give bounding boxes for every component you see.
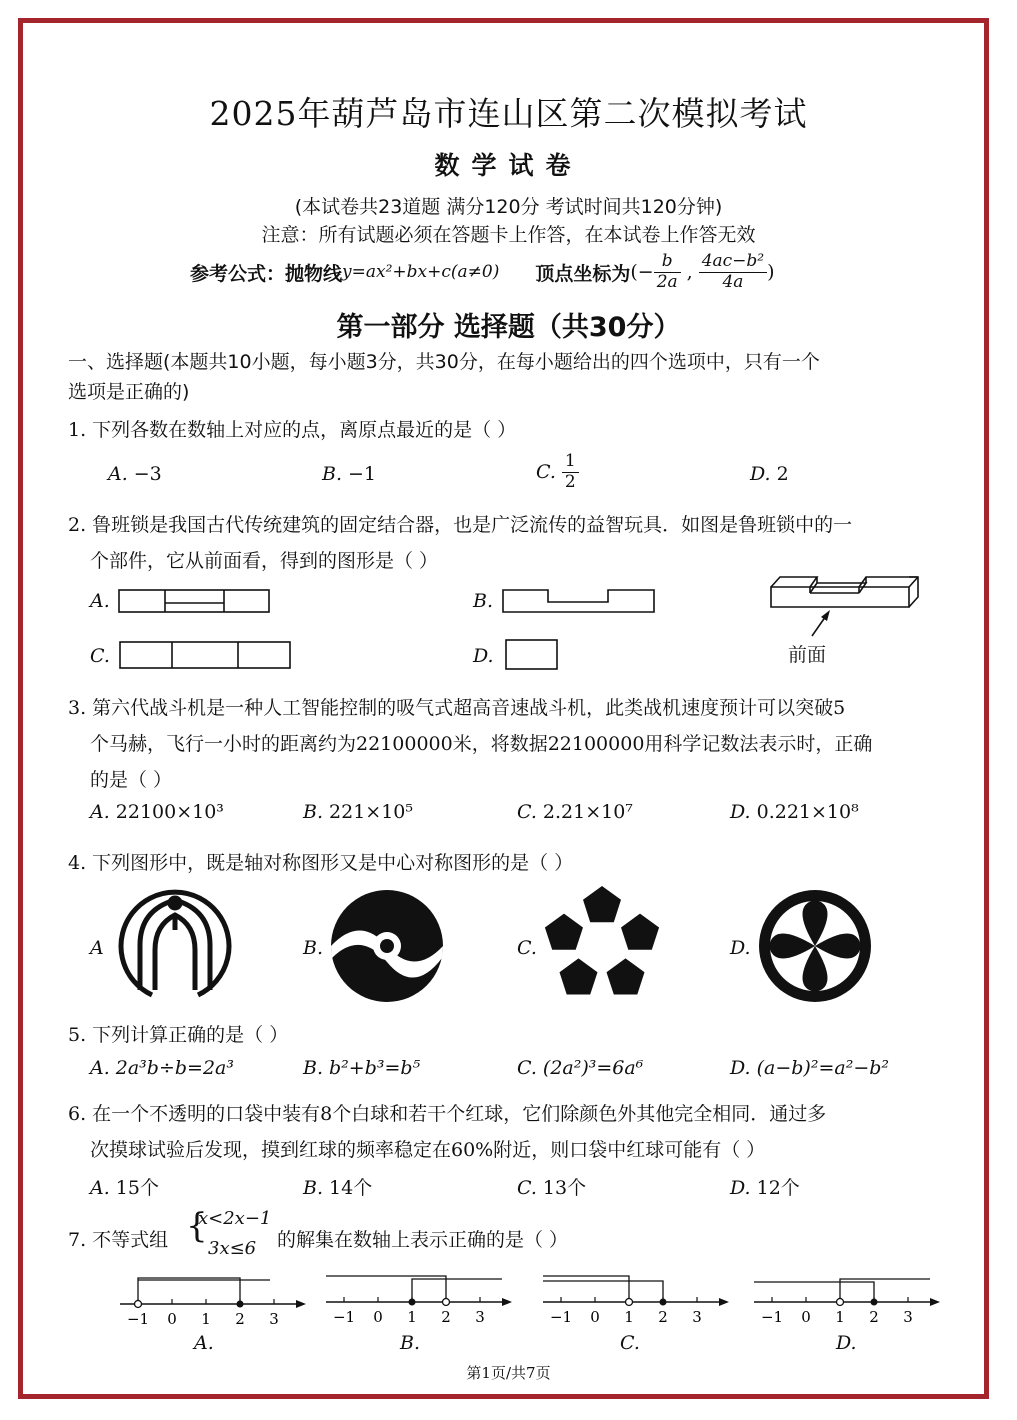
tick-label: 1	[201, 1310, 211, 1328]
solution-ray-right	[412, 1279, 502, 1302]
q1-stem: 1. 下列各数在数轴上对应的点，离原点最近的是（ ）	[68, 419, 517, 441]
section-instruction: 一、选择题(本题共10小题，每小题3分，共30分，在每小题给出的四个选项中，只有一个	[68, 351, 820, 373]
solution-ray-left	[543, 1276, 629, 1302]
vertex-label: 顶点坐标为	[535, 262, 631, 285]
q5-option-c: C. (2a²)³=6a⁶	[517, 1057, 644, 1079]
axis-arrow-2	[502, 1298, 512, 1306]
axis-arrow-3	[719, 1298, 729, 1306]
tick-label: 1	[407, 1308, 417, 1326]
open-dot	[443, 1299, 450, 1306]
q1-option-b: B. −1	[322, 463, 377, 485]
tick-label: 0	[801, 1308, 811, 1326]
q7-stem-prefix: 7. 不等式组	[68, 1229, 169, 1251]
tick-label: −1	[549, 1308, 573, 1326]
q4-option-c-label: C.	[517, 937, 537, 959]
tick-label: 3	[692, 1308, 702, 1326]
q5-stem: 5. 下列计算正确的是（ ）	[68, 1024, 289, 1046]
tick-label: 2	[235, 1310, 245, 1328]
closed-dot	[871, 1299, 878, 1306]
q7-inequality-2: 3x≤6	[208, 1238, 257, 1259]
section-instruction-cont: 选项是正确的)	[68, 381, 190, 403]
q6-stem-cont: 次摸球试验后发现，摸到红球的频率稳定在60%附近，则口袋中红球可能有（ ）	[90, 1139, 766, 1161]
q5-option-b: B. b²+b³=b⁵	[303, 1057, 421, 1079]
closed-dot	[237, 1301, 244, 1308]
q5-option-d: D. (a−b)²=a²−b²	[730, 1057, 890, 1079]
q2-option-b-label: B.	[473, 590, 494, 612]
q1-option-c: C. $\frac{1}{2}$	[536, 452, 579, 492]
q7-option-c-label: C.	[620, 1332, 640, 1354]
parabola-formula: y=ax²+bx+c(a≠0)	[342, 262, 500, 283]
solution-segment	[138, 1278, 240, 1304]
exam-notice: 注意：所有试题必须在答题卡上作答，在本试卷上作答无效	[261, 224, 756, 246]
open-dot	[837, 1299, 844, 1306]
q4-option-a-label: A	[90, 937, 104, 959]
q2-option-a-label: A.	[90, 590, 110, 612]
open-dot	[626, 1299, 633, 1306]
q5-option-a: A. 2a³b÷b=2a³	[90, 1057, 234, 1079]
q4-option-b-label: B.	[303, 937, 324, 959]
q6-option-c: C. 13个	[517, 1177, 587, 1199]
page-footer: 第1页/共7页	[466, 1364, 551, 1382]
q3-stem: 3. 第六代战斗机是一种人工智能控制的吸气式超高音速战斗机，此类战机速度预计可以突破5	[68, 697, 846, 719]
tick-label: 0	[373, 1308, 383, 1326]
q1-option-a: A. −3	[108, 463, 162, 485]
q2-stem: 2. 鲁班锁是我国古代传统建筑的固定结合器，也是广泛流传的益智玩具．如图是鲁班锁中的一	[68, 514, 853, 536]
tick-label: 0	[167, 1310, 177, 1328]
q3-option-c: C. 2.21×10⁷	[517, 801, 633, 823]
tick-label: 2	[869, 1308, 879, 1326]
q3-stem-cont: 个马赫，飞行一小时的距离约为22100000米，将数据22100000用科学记数法表示时，正确	[90, 733, 873, 755]
reference-formula: 参考公式：抛物线 y=ax²+bx+c(a≠0) 顶点坐标为 (− $\frac{b}{2a}$ , $\frac{\text{4ac−b²}}{4a}$ )	[190, 251, 775, 292]
open-dot	[135, 1301, 142, 1308]
q3-stem-end: 的是（ ）	[90, 769, 173, 791]
tick-label: 1	[624, 1308, 634, 1326]
tick-label: 3	[903, 1308, 913, 1326]
q6-option-a: A. 15个	[90, 1177, 159, 1199]
tick-label: −1	[760, 1308, 784, 1326]
q2-option-c-label: C.	[90, 645, 110, 667]
tick-label: 3	[475, 1308, 485, 1326]
q6-option-d: D. 12个	[730, 1177, 800, 1199]
q3-option-b: B. 221×10⁵	[303, 801, 413, 823]
q4-stem: 4. 下列图形中，既是轴对称图形又是中心对称图形的是（ ）	[68, 852, 574, 874]
tick-label: 2	[441, 1308, 451, 1326]
closed-dot	[409, 1299, 416, 1306]
q3-option-a: A. 22100×10³	[90, 801, 224, 823]
closed-dot	[660, 1299, 667, 1306]
vertex-x-fraction: $\frac{b}{2a}$	[654, 252, 681, 292]
exam-subtitle: 数学试卷	[434, 151, 583, 180]
q6-option-b: B. 14个	[303, 1177, 373, 1199]
front-label: 前面	[788, 644, 827, 666]
formula-label: 参考公式：抛物线	[190, 262, 343, 285]
q7-option-d-label: D.	[836, 1332, 857, 1354]
exam-info: (本试卷共23道题 满分120分 考试时间共120分钟)	[294, 196, 723, 218]
q7-option-a-label: A.	[194, 1332, 214, 1354]
q7-option-b-label: B.	[400, 1332, 421, 1354]
axis-arrow-4	[930, 1298, 940, 1306]
q7-inequality-1: x<2x−1	[198, 1208, 272, 1229]
section-title: 第一部分 选择题（共30分）	[336, 312, 681, 343]
axis-arrow-1	[296, 1300, 306, 1308]
tick-label: 3	[269, 1310, 279, 1328]
q3-option-d: D. 0.221×10⁸	[730, 801, 859, 823]
tick-label: −1	[332, 1308, 356, 1326]
tick-label: −1	[126, 1310, 150, 1328]
q6-stem: 6. 在一个不透明的口袋中装有8个白球和若干个红球，它们除颜色外其他完全相同．通过多	[68, 1103, 827, 1125]
tick-label: 2	[658, 1308, 668, 1326]
brace: {	[186, 1206, 208, 1246]
q2-option-d-label: D.	[473, 645, 494, 667]
tick-label: 1	[835, 1308, 845, 1326]
q1-option-d: D. 2	[750, 463, 789, 485]
exam-title: 2025年葫芦岛市连山区第二次模拟考试	[209, 94, 808, 133]
q2-stem-cont: 个部件，它从前面看，得到的图形是（ ）	[90, 550, 439, 572]
q7-stem-suffix: 的解集在数轴上表示正确的是（ ）	[277, 1229, 569, 1251]
q4-option-d-label: D.	[730, 937, 751, 959]
vertex-y-fraction: $\frac{\text{4ac−b²}}{4a}$	[699, 252, 767, 292]
tick-label: 0	[590, 1308, 600, 1326]
